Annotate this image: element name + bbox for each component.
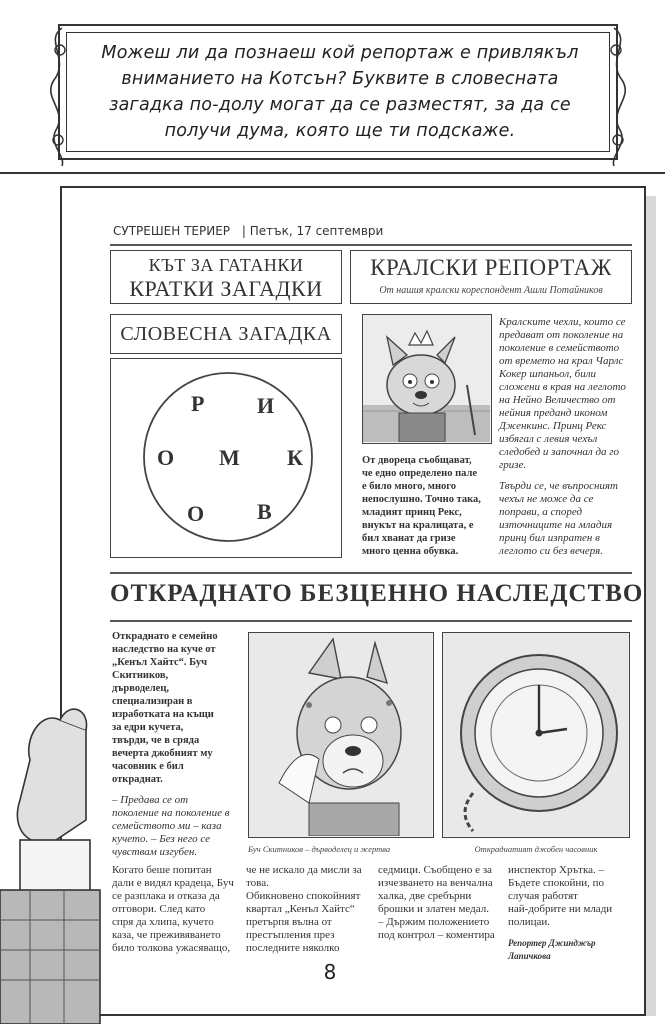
article-line: най-добрите ни млади <box>508 903 613 915</box>
puzzle-letter: К <box>287 445 303 470</box>
article-line: че не искало да мисли за <box>246 864 362 876</box>
royal-text-line: избягал с левия чехъл <box>499 433 598 445</box>
article-line: изчезването на венчална <box>378 877 493 889</box>
swirl-ornament-left <box>40 20 80 170</box>
royal-text-line: Дженкинс. Принц Рекс <box>499 420 607 432</box>
royal-lead-line: много ценна обувка. <box>362 546 459 557</box>
royal-text-line: леглото си без вечеря. <box>499 545 604 557</box>
reporter-credit: Репортер Джинджър Лапичкова <box>508 938 596 961</box>
puzzle-letter: М <box>219 445 240 470</box>
crying-dog-drawing <box>249 633 432 836</box>
royal-report-byline: От нашия кралски кореспондент Ашли Потайников <box>379 285 603 296</box>
headline-rule <box>110 620 632 622</box>
royal-lead-line: От двореца съобщават, <box>362 455 472 466</box>
royal-lead-line: непослушно. Точно така, <box>362 494 481 505</box>
instruction-line: получи дума, която ще ти подскаже. <box>164 121 516 141</box>
section-rule <box>110 572 632 574</box>
puzzle-corner-title: КЪТ ЗА ГАТАНКИ <box>148 255 304 275</box>
instruction-text <box>84 40 596 144</box>
stolen-lead-line: Скитников, <box>112 670 169 681</box>
article-line: последните няколко <box>246 942 340 954</box>
royal-text-line: нейния преданд иконом <box>499 407 608 419</box>
stolen-lead-line: часовник е бил <box>112 761 184 772</box>
prince-rex-illustration <box>362 314 492 444</box>
stolen-lead <box>112 630 242 786</box>
royal-text-line: гризе. <box>499 459 527 471</box>
instruction-line: вниманието на Котсън? Буквите в словесната <box>121 69 559 89</box>
article-line: – Държим положението <box>378 916 490 928</box>
article-line: под контрол – коментира <box>378 929 495 941</box>
article-line: престъпления през <box>246 929 335 941</box>
article-line: брошки и златен медал. <box>378 903 489 915</box>
article-line: каза, че преживяването <box>112 929 221 941</box>
puzzle-letter: В <box>257 499 272 524</box>
royal-lead-line: е било много, много <box>362 481 457 492</box>
royal-report-title: КРАЛСКИ РЕПОРТАЖ <box>370 255 612 280</box>
word-puzzle-title-box <box>110 314 342 354</box>
stolen-lead-line: твърди, че в сряда <box>112 735 200 746</box>
stolen-lead-line: „Кенъл Хайтс“. Буч <box>112 657 207 668</box>
puzzle-letter: Р <box>191 391 205 416</box>
swirl-ornament-right <box>596 20 636 170</box>
article-line: Когато беше попитан <box>112 864 212 876</box>
article-line: халка, две сребърни <box>378 890 472 902</box>
royal-text-line: сложени в края на леглото <box>499 381 626 393</box>
masthead-title: СУТРЕШЕН ТЕРИЕР <box>113 224 231 238</box>
stolen-lead-line: откраднат. <box>112 774 163 785</box>
instruction-banner <box>58 24 618 160</box>
royal-text-line: Твърди се, че въпросният <box>499 480 618 492</box>
royal-text-line: Кралските чехли, които се <box>499 316 626 328</box>
royal-lead-line: че едно определено пале <box>362 468 478 479</box>
masthead <box>113 224 383 238</box>
stolen-lead-line: Откраднато е семейно <box>112 631 218 642</box>
caption-butch: Буч Скитников – дърводелец и жертва <box>248 844 391 854</box>
pocket-watch-drawing <box>443 633 628 836</box>
article-line: случая работят <box>508 890 578 902</box>
royal-text-line: поправи, а според <box>499 506 583 518</box>
stolen-quote-line: семейството ми – каза <box>112 820 222 832</box>
article-column-2 <box>246 864 370 955</box>
instruction-line: загадка по-долу могат да се разместят, за да се <box>109 95 571 115</box>
article-line: Бъдете спокойни, по <box>508 877 605 889</box>
article-line: това. <box>246 877 269 889</box>
stolen-lead-line: за едри кучета, <box>112 722 184 733</box>
page-number: 8 <box>323 960 337 984</box>
article-line: било толкова ужасяващо, <box>112 942 231 954</box>
dog-prince-drawing <box>363 315 490 442</box>
royal-text-line: на Нейно Величество от <box>499 394 616 406</box>
royal-text-line: следобед и започнал да го <box>499 446 620 458</box>
article-line: претърпя вълна от <box>246 916 332 928</box>
word-puzzle-box <box>110 358 342 558</box>
masthead-date: | Петък, 17 септември <box>241 224 384 238</box>
royal-text-line: чехъл не може да се <box>499 493 594 505</box>
stolen-lead-line: специализиран в <box>112 696 193 707</box>
royal-report-lead <box>362 454 496 558</box>
butch-illustration <box>248 632 434 838</box>
royal-text-line: принц бил изпратен в <box>499 532 600 544</box>
article-column-1 <box>112 864 240 955</box>
stolen-quote <box>112 794 242 859</box>
stolen-lead-line: изработката на къщи <box>112 709 214 720</box>
article-line: инспектор Хрътка. – <box>508 864 605 876</box>
puzzle-corner-box <box>110 250 342 304</box>
stolen-quote-line: чувствам изгубен. <box>112 846 198 858</box>
royal-text-line: източниците на младия <box>499 519 613 531</box>
royal-text-line: Кокер шпаньол, били <box>499 368 597 380</box>
puzzle-letter: О <box>157 445 175 470</box>
article-line: полицаи. <box>508 916 551 928</box>
stolen-lead-line: наследство на куче от <box>112 644 216 655</box>
royal-lead-line: бил хванат да гризе <box>362 533 456 544</box>
royal-report-column <box>499 316 634 558</box>
stolen-quote-line: кучето. – Без него се <box>112 833 210 845</box>
hand-sleeve-illustration <box>0 700 110 1024</box>
article-line: се разплака и отказа да <box>112 890 220 902</box>
instruction-line: Можеш ли да познаеш кой репортаж е привлякъл <box>101 43 579 63</box>
royal-text-line: предават от поколение на <box>499 329 624 341</box>
word-puzzle-title: СЛОВЕСНА ЗАГАДКА <box>120 323 332 345</box>
article-spacer <box>508 929 634 937</box>
article-column-3 <box>378 864 502 942</box>
article-line: седмици. Съобщено е за <box>378 864 492 876</box>
masthead-rule <box>110 244 632 246</box>
stolen-quote-line: поколение на поколение в <box>112 807 230 819</box>
article-column-4 <box>508 864 634 963</box>
stolen-quote-line: – Предава се от <box>112 794 189 806</box>
article-line: квартал „Кенъл Хайтс“ <box>246 903 355 915</box>
article-line: Обикновено спокойният <box>246 890 361 902</box>
banner-rule <box>0 172 665 174</box>
article-line: спря да хлипа, кучето <box>112 916 214 928</box>
stolen-lead-line: дърводелец, <box>112 683 170 694</box>
royal-text-spacer <box>499 472 634 480</box>
royal-lead-line: внукът на кралицата, е <box>362 520 474 531</box>
royal-report-box <box>350 250 632 304</box>
puzzle-letter: О <box>187 501 205 526</box>
article-line: отговори. След като <box>112 903 206 915</box>
article-line: дали е видял крадеца, Буч <box>112 877 234 889</box>
royal-text-line: от времето на крал Чарлс <box>499 355 624 367</box>
puzzle-corner-subtitle: КРАТКИ ЗАГАДКИ <box>129 276 323 301</box>
puzzle-letter: И <box>257 393 275 418</box>
stolen-lead-line: вечерта джобният му <box>112 748 213 759</box>
stolen-headline: ОТКРАДНАТО БЕЗЦЕННО НАСЛЕДСТВО <box>110 580 644 607</box>
royal-text-line: поколение в семейството <box>499 342 620 354</box>
pocket-watch-illustration <box>442 632 630 838</box>
royal-lead-line: младият принц Рекс, <box>362 507 462 518</box>
caption-watch: Откраднатият джобен часовник <box>474 844 598 854</box>
